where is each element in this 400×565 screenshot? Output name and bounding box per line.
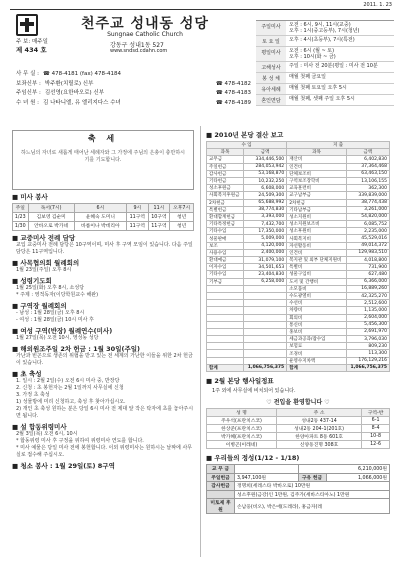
finance-total-row: 합계 1,066,756,375 합계 1,066,756,375 [207, 364, 390, 371]
tour-body: 1주 외에 사무실에 비치되어 있습니다. [212, 388, 296, 394]
finance-row: 특별헌금 38,774,830 기타납부금 3,261,000 [207, 206, 390, 213]
finance-row: 조경비 113,300 [207, 350, 390, 357]
notice-heading: ■ 사목협의회 월례회의 [12, 259, 80, 267]
staff-row: 주임신부 : 김선영(요한바오로) 신부 ☎ 478-4183 [16, 90, 251, 96]
finance-row: 주일헌금 284,053,942 인건비 37,364,468 [207, 163, 390, 170]
finance-row: 환대합계헌금 3,393,000 성소지원비 54,820,000 [207, 213, 390, 220]
tour-heading: ■ 2월 본당 행사일정표 [206, 377, 274, 385]
finance-heading: ■ 2010년 본당 결산 보고 [206, 131, 284, 139]
finance-row: 수선비 2,512,600 [207, 300, 390, 307]
finance-row: 차량비 1,135,000 [207, 307, 390, 314]
mass-row: 고해성사 주일 : 미사 전 20분(평일 : 미사 전 10분 [256, 62, 394, 73]
celebration-heading: 축 세 [87, 134, 119, 143]
notice-heading: ■ 해외원조주일 2차 헌금 : 1월 30일(주일) [12, 345, 140, 353]
table-row: 1/23 김보영 김순미 윤혜숙 도미니 11구역 10구역 청년 [13, 213, 194, 222]
jubo-number: 제 434 호 [16, 46, 47, 54]
finance-row: 기타수입 17,350,000 성소후원비 2,235,000 [207, 228, 390, 235]
church-url[interactable]: www.sndsd.cdahn.com [110, 48, 168, 54]
finance-row: 소모품비 16,889,260 [207, 285, 390, 292]
notice-heading: ■ 설 합동위령미사 [12, 423, 67, 431]
welcome-row: 이병곤(이레네) 신양동진명 308호 12-6 [207, 441, 390, 449]
jubo-label: 주 보: 매주일 [16, 39, 48, 45]
column-divider [200, 126, 201, 557]
notice-body: 2월 3일(목) 오전 6시, 10시 * 합동위령 미사 후 구정을 위하여 위령미사 연도를 합니다. * 미사 예물은 당일 미사 전에 봉헌합니다. 이외 위령미사는 원하시는 날짜에 사무실로 접수해 주십시오. [16, 431, 193, 458]
mass-row: 주일미사 오전 : 6시, 9시, 11시(교중) 오후 : 1시(중고등부), 7시(청년) [256, 21, 394, 36]
notice-body: 1월 27일(목) 오전 10시, 영성동 성당 [16, 335, 99, 341]
finance-row: 이자수입 34,501,653 특별비 731,900 [207, 264, 390, 271]
notice-heading: ■ 교중미사 전례 담당 [12, 234, 76, 242]
notice-body: 1. 일시 : 2월 2일(수) 오전 6시 미사 중, 반장당 2. 신청 : 초 봉헌자는 2월 1일까지 사무실에 신청 3. 가정 초 축성 1) 성물방에 미리 신청하고, 축성 후 찾아가십시오. 2) 개인 초 축성 원하는 분은 당일 6시 미사 전 제대 앞 작은 탁자에 초를 놓아주시면 됩니다. [16, 378, 194, 419]
notice-heading: ■ 여성 구역(반장) 월례연수(미사) [12, 327, 113, 335]
welcome-table [206, 408, 390, 449]
finance-row: 사회복지후원금 24,509,300 교구납부금 339,839,000 [207, 192, 390, 199]
mass-row: 유아세례 매월 첫째 토요일 오후 5시 [256, 84, 394, 95]
collection-heading: ■ 우리들의 정성(1/12 - 1/18) [206, 454, 300, 462]
finance-row: 운영수지차액 176,129,216 [207, 357, 390, 364]
mass-row: 혼인면담 매월 첫째, 셋째 주일 오후 5시 [256, 95, 394, 106]
collection-table [206, 464, 390, 514]
staff-row: 보좌신부 : 박주환(치릴로) 신부 ☎ 478-4182 [16, 80, 251, 87]
finance-row: 세금과공과/잡수입 3,796,030 [207, 336, 390, 343]
church-subtitle: Sungnae Catholic Church [107, 31, 183, 38]
notice-heading: ■ 청소 봉사 : 1월 29일(토) 8구역 [12, 462, 115, 470]
finance-row: 기부금 6,258,000 도서 및 간행비 6,366,000 [207, 278, 390, 285]
finance-row: 기타헌금 10,232,250 구역보조장학비 13,106,155 [207, 177, 390, 184]
collection-row: 주일헌금 3,947,100원 구유 헌금 1,066,000원 [207, 473, 390, 482]
finance-row: 홍보비 2,691,970 [207, 328, 390, 335]
welcome-header-row: 성 명 주 소 구역-반 [207, 409, 390, 417]
finance-row: 성물판매 5,009,000 사회복지비 45,529,016 [207, 235, 390, 242]
top-rule [10, 9, 390, 10]
finance-row: 기타수입 23,404,830 성물구입비 627,480 [207, 271, 390, 278]
finance-row: 보험료 809,230 [207, 343, 390, 350]
finance-row: 기타특정헌금 7,432,700 성소지원보조비 6,085,752 [207, 221, 390, 228]
welcome-row: 주우석(프란치스코) 성내2동 437-14 6-1 [207, 417, 390, 425]
mass-row: 봉 성 체 매월 첫째 금요일 [256, 73, 394, 84]
welcome-row: 박가혜(프란치스코) 한양아파트 8동 601호 10-8 [207, 433, 390, 441]
finance-row: 2차헌금 65,688,992 2차헌금 38,774,438 [207, 199, 390, 206]
right-column [206, 130, 390, 514]
celebration-box [12, 130, 194, 190]
church-title: 천주교 성내동 성당 [81, 16, 209, 32]
collection-row: 감사헌금 정명희(세레스타 박바오로) 10만원 [207, 482, 390, 491]
finance-row: 환대예금 31,079,100 복지관 및 외부 단체지원비 4,018,800 [207, 257, 390, 264]
mass-row: 평일미사 오전 : 6시 (월 ~ 토) 오후 : 10시(화 ~ 금) [256, 47, 394, 62]
table-header-row: 주일 독서(7시) 6시 9시 11시 오후7시 [13, 204, 194, 213]
finance-row: 사용수입 2,400,000 인건비 129,983,510 [207, 249, 390, 256]
finance-row: 성소후원금 6,608,000 교육훈련비 362,300 [207, 185, 390, 192]
staff-row: 수 녀 원 : 김 나타니엘, 유 엘리지다스 수녀 ☎ 478-4189 [16, 99, 251, 106]
staff-list [16, 70, 251, 108]
notice-body: - 남성 : 1월 28일(금) 오후 8시 - 여성 : 1월 28일(금) 10시 미사 후 [16, 310, 94, 323]
collection-row: 교 무 금 6,210,000원 [207, 465, 390, 474]
mass-row: 토 요 일 오후 : 4시(초등부), 7시(특전) [256, 36, 394, 47]
notice-heading: ■ 성령기도회 [12, 277, 52, 285]
staff-row: 사 무 실 : ☎ 478-4181 (fax) 478-4184 [16, 71, 121, 77]
finance-row: 수도광열비 42,325,270 [207, 292, 390, 299]
finance-row: 감사헌금 53,168,870 단체보조비 63,463,150 [207, 170, 390, 177]
collection-row: 성소후원(금강)인 1만원, 김주가(세바스티아노) 1만원 [207, 490, 390, 499]
finance-table [206, 141, 390, 372]
mass-service-table [12, 203, 194, 231]
finance-group-row: 수 입 지 출 [207, 142, 390, 149]
finance-row: 보조 4,120,000 자선활동비 49,014,372 [207, 242, 390, 249]
finance-header-row: 과목 금액 과목 금액 [207, 149, 390, 156]
collection-row: 미토제 후원 손남웅(비오), 박은애(도레라), 홍금자(레 [207, 499, 390, 514]
left-column [12, 130, 194, 470]
celebration-text: 하느님의 자녀로 새롭게 태어난 세례자와 그 가정에 주님의 은총이 충만하시기를 기도합니다. [20, 150, 186, 163]
notice-heading: ■ 구역장 월례회의 [12, 302, 67, 310]
section-heading: ■ 미사 봉사 [12, 193, 48, 201]
finance-row: 교무금 334,446,500 재산비 6,402,830 [207, 156, 390, 163]
notice-body: 가난과 빈곤으로 생존의 위협을 받고 있는 전 세계의 가난한 이들을 위한 2차 헌금이 있습니다. [16, 353, 193, 366]
cross-logo-icon [16, 14, 38, 36]
church-address: 강동구 성내1동 527 [110, 42, 164, 49]
notice-list [12, 235, 194, 470]
notice-body: 교입 교중미사 전례 담당은 10구역이며, 미사 후 구역 모임이 있습니다. 다음 주일 담당은 11구역입니다. [16, 242, 193, 255]
notice-heading: ■ 초 축성 [12, 370, 42, 378]
notice-body: 1월 23일(주일) 오후 8시 [16, 267, 72, 273]
issue-number [16, 38, 48, 54]
table-row: 1/30 안바오로 박가네 바룸이나 박데리아 11구역 11구역 청년 [13, 222, 194, 231]
issue-date: 2011. 1. 23 [363, 2, 392, 8]
mass-schedule [256, 20, 394, 106]
welcome-row: 한상준(프란치스코) 성내2동 204-1(201호) 8-4 [207, 425, 390, 433]
notice-body: 1월 25일(화) 오후 8시, 소성당 * 주제 : 영적독자(이당학원교수 해완) [16, 285, 99, 298]
welcome-heading: ♡ 전입을 환영합니다 ♡ [266, 399, 330, 406]
finance-row: 회의비 2,604,000 [207, 314, 390, 321]
finance-row: 통신비 5,456,300 [207, 321, 390, 328]
